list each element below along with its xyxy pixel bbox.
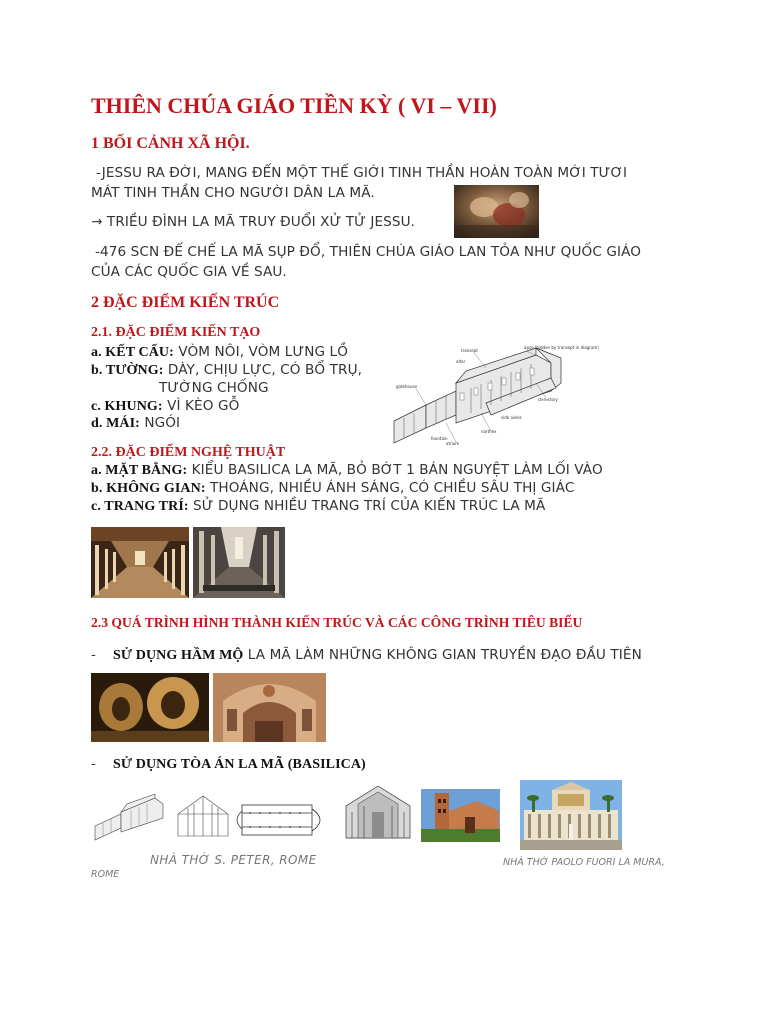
- section-1-heading: 1 BỐI CẢNH XÃ HỘI.: [91, 135, 250, 152]
- gothic-nave-photo: [193, 527, 285, 598]
- bullet-basilica: - SỬ DỤNG TÒA ÁN LA MÃ (BASILICA): [91, 756, 366, 772]
- svg-text:side aisles: side aisles: [501, 415, 522, 420]
- church-interior-photo: [91, 527, 189, 598]
- section-1-paragraph-1a: -JESSU RA ĐỜI, MANG ĐẾN MỘT THẾ GIỚI TINH THẦN HOÀN TOÀN MỚI TƯƠI: [96, 165, 628, 181]
- paolo-fuori-la-mura-photo: [520, 780, 622, 850]
- section-2-heading: 2 ĐẶC ĐIỂM KIẾN TRÚC: [91, 294, 280, 311]
- svg-text:atrium: atrium: [446, 441, 460, 446]
- caption-s-peter: NHÀ THỜ S. PETER, ROME: [150, 853, 317, 867]
- jesus-painting-image: [454, 185, 539, 238]
- arrow-icon: →: [91, 214, 103, 230]
- basilica-isometric-drawing: [91, 792, 167, 842]
- bullet-catacombs: - SỬ DỤNG HẦM MỘ LA MÃ LÀM NHỮNG KHÔNG GIAN TRUYỀN ĐẠO ĐẦU TIÊN: [91, 647, 642, 663]
- construction-item: c. KHUNG: VÌ KÈO GỖ: [91, 398, 240, 414]
- basilica-cross-section: [338, 782, 418, 842]
- svg-text:clerestory: clerestory: [538, 397, 558, 402]
- subsection-2-1-heading: 2.1. ĐẶC ĐIỂM KIẾN TẠO: [91, 325, 261, 340]
- subsection-2-3-heading: 2.3 QUÁ TRÌNH HÌNH THÀNH KIẾN TRÚC VÀ CÁC CÔNG TRÌNH TIÊU BIỂU: [91, 615, 583, 630]
- svg-text:apse (hidden by transept in di: apse (hidden by transept in diagram): [524, 345, 599, 350]
- catacomb-photo: [91, 673, 209, 742]
- bullet-dash: -: [91, 647, 97, 663]
- art-feature-item: a. MẶT BẰNG: KIỂU BASILICA LA MÃ, BỎ BỚT 1 BÁN NGUYỆT LÀM LỐI VÀO: [91, 462, 603, 478]
- svg-text:transept: transept: [461, 348, 478, 353]
- svg-text:altar: altar: [456, 359, 466, 364]
- catacomb-fresco-photo: [213, 673, 326, 742]
- subsection-2-2-heading: 2.2. ĐẶC ĐIỂM NGHỆ THUẬT: [91, 445, 286, 460]
- construction-item: b. TƯỜNG: DÀY, CHỊU LỰC, CÓ BỔ TRỤ,: [91, 362, 363, 378]
- section-1-paragraph-3b: CỦA CÁC QUỐC GIA VỀ SAU.: [91, 264, 287, 280]
- bullet-dash: -: [91, 756, 97, 772]
- basilica-cutaway-diagram: [386, 343, 599, 450]
- section-1-paragraph-1b: MÁT TINH THẦN CHO NGƯỜI DÂN LA MÃ.: [91, 185, 375, 201]
- art-feature-item: c. TRANG TRÍ: SỬ DỤNG NHIỀU TRANG TRÍ CỦA KIẾN TRÚC LA MÃ: [91, 498, 546, 514]
- caption-rome: ROME: [91, 869, 120, 880]
- construction-item: d. MÁI: NGÓI: [91, 415, 181, 431]
- section-1-paragraph-2: → TRIỀU ĐÌNH LA MÃ TRUY ĐUỔI XỬ TỬ JESSU.: [91, 214, 416, 230]
- svg-text:fountain: fountain: [431, 436, 448, 441]
- construction-item: TƯỜNG CHỐNG: [159, 380, 269, 396]
- art-feature-item: b. KHÔNG GIAN: THOÁNG, NHIỀU ÁNH SÁNG, CÓ CHIỀU SÂU THỊ GIÁC: [91, 480, 575, 496]
- construction-item: a. KẾT CẤU: VÒM NÔI, VÒM LƯNG LỒ: [91, 344, 348, 360]
- svg-text:gatehouse: gatehouse: [396, 384, 418, 389]
- brick-basilica-photo: [421, 789, 500, 842]
- caption-paolo-fuori-la-mura: NHÀ THỜ PAOLO FUORI LA MURA,: [503, 857, 665, 868]
- basilica-section-drawing: [172, 792, 234, 842]
- svg-text:narthex: narthex: [481, 429, 497, 434]
- basilica-floor-plan: [236, 799, 334, 841]
- section-1-paragraph-3a: -476 SCN ĐẾ CHẾ LA MÃ SỤP ĐỔ, THIÊN CHÚA GIÁO LAN TỎA NHƯ QUỐC GIÁO: [95, 244, 642, 260]
- page-title: THIÊN CHÚA GIÁO TIỀN KỲ ( VI – VII): [91, 93, 497, 118]
